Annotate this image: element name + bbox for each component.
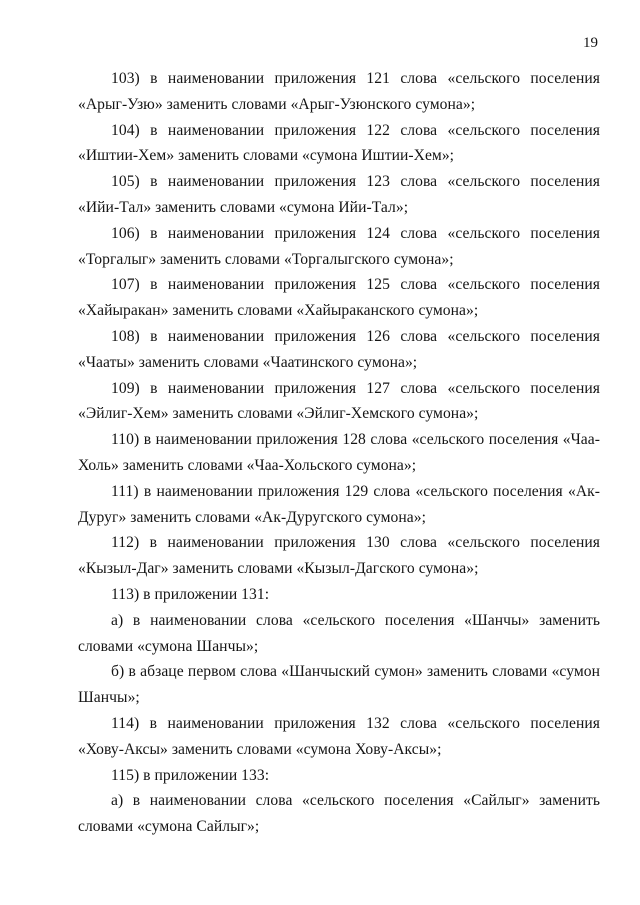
page-number: 19 [583,35,598,51]
paragraph-112: 112) в наименовании приложения 130 слова «сельского поселения «Кызыл-Даг» заменить словами «Кызыл-Дагского сумона»; [78,534,600,578]
paragraph-111: 111) в наименовании приложения 129 слова «сельского поселения «Ак-Дуруг» заменить словами «Ак-Дуругского сумона»; [78,482,600,526]
paragraph-115: 115) в приложении 133: [111,766,270,784]
paragraph-109: 109) в наименовании приложения 127 слова «сельского поселения «Эйлиг-Хем» заменить словами «Эйлиг-Хемского сумона»; [78,379,600,423]
paragraph-110: 110) в наименовании приложения 128 слова «сельского поселения «Чаа-Холь» заменить словами «Чаа-Хольского сумона»; [78,431,600,474]
paragraph-108: 108) в наименовании приложения 126 слова «сельского поселения «Чааты» заменить словами «Чаатинского сумона»; [78,327,600,371]
paragraph-103: 103) в наименовании приложения 121 слова «сельского поселения «Арыг-Узю» заменить словами «Арыг-Узюнского сумона»; [78,70,600,113]
paragraph-107: 107) в наименовании приложения 125 слова «сельского поселения «Хайыракан» заменить словами «Хайыраканского сумона»; [78,276,600,320]
paragraph-113-b: б) в абзаце первом слова «Шанчыский сумон» заменить словами «сумон Шанчы»; [78,663,600,707]
document-body [78,66,600,840]
paragraph-113-a: а) в наименовании слова «сельского поселения «Шанчы» заменить словами «сумона Шанчы»; [78,611,600,655]
paragraph-106: 106) в наименовании приложения 124 слова «сельского поселения «Торгалыг» заменить словами «Торгалыгского сумона»; [78,224,600,268]
paragraph-114: 114) в наименовании приложения 132 слова «сельского поселения «Хову-Аксы» заменить словами «сумона Хову-Аксы»; [78,714,600,758]
paragraph-104: 104) в наименовании приложения 122 слова «сельского поселения «Иштии-Хем» заменить словами «сумона Иштии-Хем»; [78,121,600,165]
paragraph-115-a: а) в наименовании слова «сельского поселения «Сайлыг» заменить словами «сумона Сайлыг»; [78,792,600,836]
paragraph-105: 105) в наименовании приложения 123 слова «сельского поселения «Ийи-Тал» заменить словами «сумона Ийи-Тал»; [78,173,600,216]
paragraph-113: 113) в приложении 131: [111,585,270,603]
